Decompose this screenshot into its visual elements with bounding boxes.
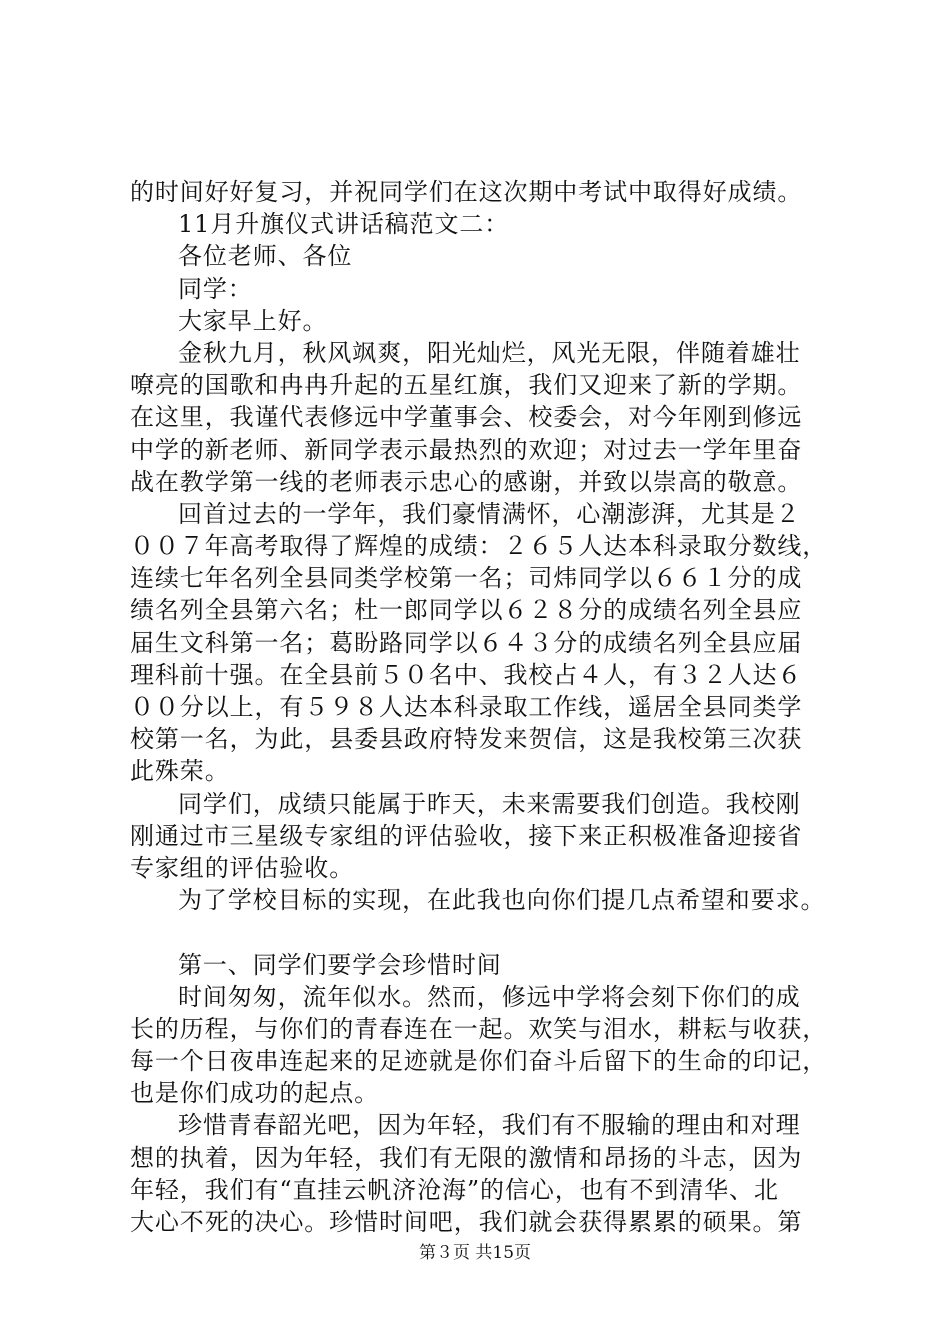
text-line: 11月升旗仪式讲话稿范文二： — [178, 210, 510, 239]
page-footer: 第３页 共15页 — [418, 1243, 532, 1263]
text-line: ００７年高考取得了辉煌的成绩：２６５人达本科录取分数线， — [130, 532, 828, 561]
text-line: 的时间好好复习，并祝同学们在这次期中考试中取得好成绩。 — [130, 178, 803, 206]
text-line: 珍惜青春韶光吧，因为年轻，我们有不服输的理由和对理 — [178, 1111, 801, 1140]
text-line: 大家早上好。 — [178, 306, 328, 335]
text-line: 时间匆匆，流年似水。然而，修远中学将会刻下你们的成 — [178, 982, 801, 1011]
text-line: 第一、同学们要学会珍惜时间 — [178, 950, 502, 979]
text-line: 连续七年名列全县同类学校第一名；司炜同学以６６１分的成 — [130, 564, 803, 593]
text-line: 在这里，我谨代表修远中学董事会、校委会，对今年刚到修远 — [130, 403, 803, 432]
text-line: 嘹亮的国歌和冉冉升起的五星红旗，我们又迎来了新的学期。 — [130, 371, 803, 400]
document-body — [130, 176, 848, 1238]
text-line: 每一个日夜串连起来的足迹就是你们奋斗后留下的生命的印记， — [130, 1047, 828, 1076]
blank-line — [130, 916, 848, 948]
text-line: 回首过去的一学年，我们豪情满怀，心潮澎湃，尤其是２ — [178, 499, 801, 528]
text-line: 此殊荣。 — [130, 757, 230, 786]
text-line: 同学们，成绩只能属于昨天，未来需要我们创造。我校刚 — [178, 789, 801, 818]
text-line: 战在教学第一线的老师表示忠心的感谢，并致以崇高的敬意。 — [130, 467, 803, 496]
text-line: 同学： — [178, 274, 253, 303]
text-line: 中学的新老师、新同学表示最热烈的欢迎；对过去一学年里奋 — [130, 435, 803, 464]
text-line: 专家组的评估验收。 — [130, 853, 355, 882]
text-line: 长的历程，与你们的青春连在一起。欢笑与泪水，耕耘与收获， — [130, 1014, 828, 1043]
text-line: ００分以上，有５９８人达本科录取工作线，遥居全县同类学 — [130, 693, 803, 721]
text-line: 也是你们成功的起点。 — [130, 1079, 379, 1108]
text-line: 金秋九月，秋风飒爽，阳光灿烂，风光无限，伴随着雄壮 — [178, 338, 801, 367]
text-line: 刚通过市三星级专家组的评估验收，接下来正积极准备迎接省 — [130, 821, 803, 850]
text-line: 年轻，我们有“直挂云帆济沧海”的信心，也有不到清华、北 — [130, 1175, 779, 1204]
text-line: 绩名列全县第六名；杜一郎同学以６２８分的成绩名列全县应 — [130, 596, 803, 625]
text-line: 大心不死的决心。珍惜时间吧，我们就会获得累累的硕果。第 — [130, 1208, 803, 1236]
text-line: 为了学校目标的实现，在此我也向你们提几点希望和要求。 — [178, 886, 826, 915]
text-line: 各位老师、各位 — [178, 242, 353, 271]
text-line: 校第一名，为此，县委县政府特发来贺信，这是我校第三次获 — [130, 725, 803, 754]
text-line: 理科前十强。在全县前５０名中、我校占４人，有３２人达６ — [130, 660, 803, 689]
text-line: 想的执着，因为年轻，我们有无限的激情和昂扬的斗志，因为 — [130, 1143, 803, 1172]
text-line: 届生文科第一名；葛盼路同学以６４３分的成绩名列全县应届 — [130, 628, 803, 657]
